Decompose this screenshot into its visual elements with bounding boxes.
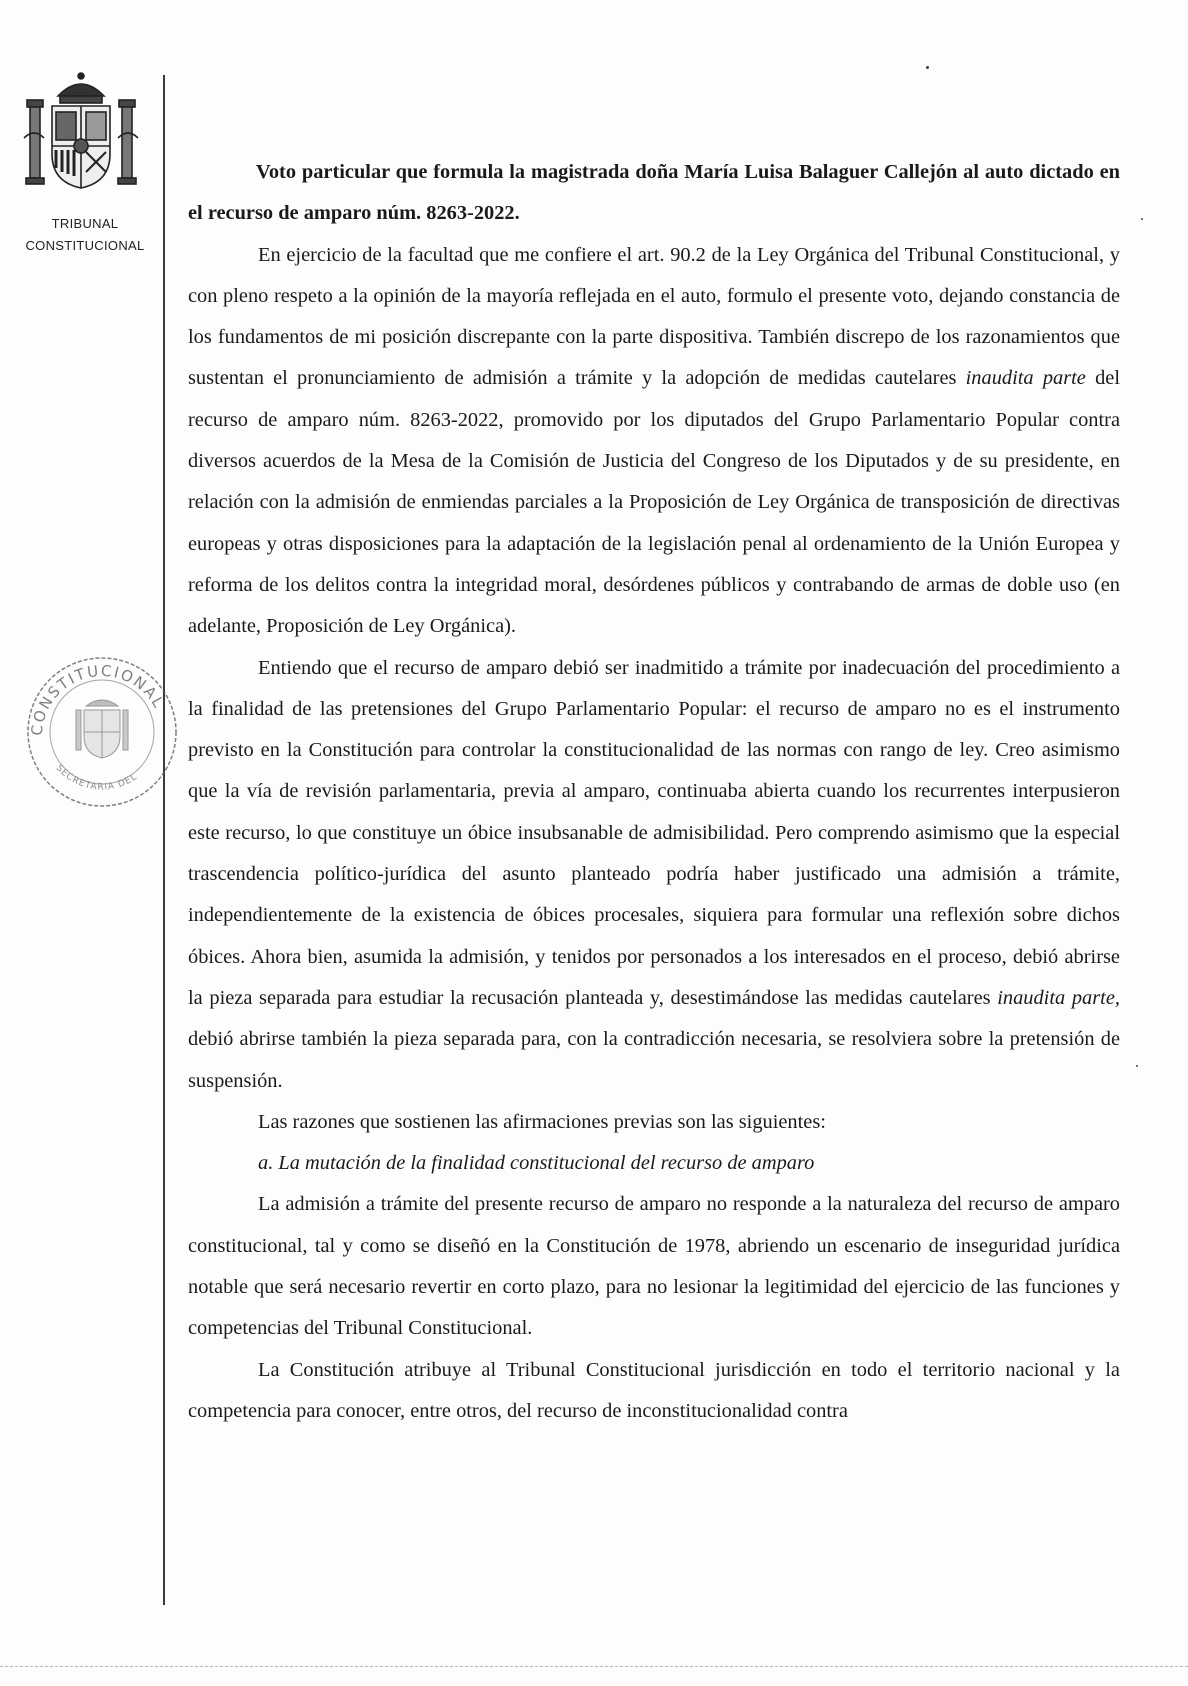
paragraph-5: La Constitución atribuye al Tribunal Constitucional jurisdicción en todo el territorio nacional y la competencia para conocer, entre otros, del recurso de inconstitucionalidad contra bbox=[188, 1358, 1120, 1422]
svg-text:SECRETARIA DEL bbox=[54, 763, 140, 792]
coat-of-arms-icon bbox=[16, 68, 146, 198]
document-title: Voto particular que formula la magistrada doña María Luisa Balaguer Callejón al auto dictado en el recurso de amparo núm. 8263-2022. bbox=[188, 161, 1120, 225]
paragraph-2 bbox=[188, 648, 1120, 1102]
paragraph-1 bbox=[188, 235, 1120, 648]
paragraph-2-text-a: Entiendo que el recurso de amparo debió ser inadmitido a trámite por inadecuación del procedimiento a la finalidad de las pretensiones del Grupo Parlamentario Popular: el recurso de amparo no es el instrumento previsto en la Constitución para controlar la constitucionalidad de las normas con rango de ley. Creo asimismo que la vía de revisión parlamentaria, previa al amparo, continuaba abierta cuando los recurrentes interpusieron este recurso, lo que constituye un óbice insubsanable de admisibilidad. Pero comprendo asimismo que la especial trascendencia político-jurídica del asunto planteado podría haber justificado una admisión a trámite, independientemente de la existencia de óbices procesales, siquiera para formular una reflexión sobre dichos óbices. Ahora bien, asumida la admisión, y tenidos por personados a los interesados en el proceso, debió abrirse la pieza separada para estudiar la recusación planteada y, desestimándose las medidas cautelares bbox=[188, 656, 1120, 1009]
official-stamp-icon bbox=[20, 650, 182, 812]
paragraph-4: La admisión a trámite del presente recurso de amparo no responde a la naturaleza del recurso de amparo constitucional, tal y como se diseñó en la Constitución de 1978, abriendo un escenario de inseguridad jurídica notable que será necesario revertir en corto plazo, para no lesionar la legitimidad del ejercicio de las funciones y competencias del Tribunal Constitucional. bbox=[188, 1193, 1120, 1340]
scan-speck bbox=[1136, 1065, 1138, 1067]
section-heading-a: a. La mutación de la finalidad constitucional del recurso de amparo bbox=[258, 1152, 815, 1175]
stamp-bottom-text: SECRETARIA DEL bbox=[53, 763, 140, 793]
margin-rule bbox=[163, 75, 165, 1605]
scan-speck bbox=[926, 66, 929, 69]
institution-line-2: CONSTITUCIONAL bbox=[25, 238, 145, 253]
paragraph-2-italic: inaudita parte, bbox=[997, 986, 1120, 1009]
paragraph-3: Las razones que sostienen las afirmaciones previas son las siguientes: bbox=[258, 1110, 826, 1133]
paragraph-1-text-b: del recurso de amparo núm. 8263-2022, promovido por los diputados del Grupo Parlamentario Popular contra diversos acuerdos de la Mesa de la Comisión de Justicia del Congreso de los Diputados y de su presidente, en relación con la admisión de enmiendas parciales a la Proposición de Ley Orgánica de transposición de directivas europeas y otras disposiciones para la adaptación de la legislación penal al ordenamiento de la Unión Europea y reforma de los delitos contra la integridad moral, desórdenes públicos y contrabando de armas de doble uso (en adelante, Proposición de Ley Orgánica). bbox=[188, 367, 1120, 638]
paragraph-1-italic: inaudita parte bbox=[965, 367, 1086, 390]
paragraph-1-text-a: En ejercicio de la facultad que me confiere el art. 90.2 de la Ley Orgánica del Tribunal Constitucional, y con pleno respeto a la opinión de la mayoría reflejada en el auto, formulo el presente voto, dejando constancia de los fundamentos de mi posición discrepante con la parte dispositiva. También discrepo de los razonamientos que sustentan el pronunciamiento de admisión a trámite y la adopción de medidas cautelares bbox=[188, 243, 1120, 390]
scan-speck bbox=[1141, 218, 1143, 220]
institution-line-1: TRIBUNAL bbox=[51, 216, 119, 231]
stamp-top-text: CONSTITUCIONAL bbox=[27, 661, 169, 737]
scan-edge-line bbox=[0, 1666, 1188, 1667]
document-body bbox=[188, 152, 1120, 1432]
paragraph-2-text-b: debió abrirse también la pieza separada para, con la contradicción necesaria, se resolviera sobre la pretensión de suspensión. bbox=[188, 1028, 1120, 1092]
